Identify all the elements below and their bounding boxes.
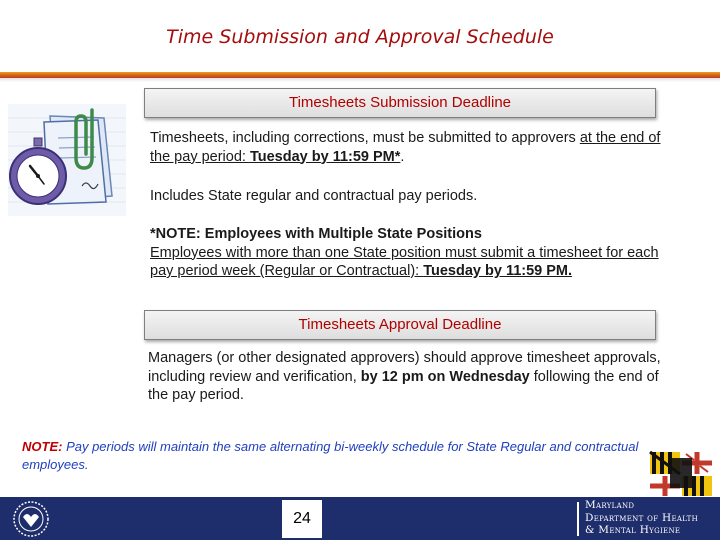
- submission-underlined-text: at the end of the pay period:: [150, 130, 661, 165]
- department-name: [585, 499, 719, 537]
- title-divider-shadow: [0, 78, 720, 82]
- submission-period: .: [400, 148, 405, 165]
- footnote-label: NOTE:: [22, 439, 63, 454]
- pay-periods-note: Includes State regular and contractual pay periods.: [150, 188, 478, 204]
- footnote: [22, 438, 642, 474]
- approval-paragraph: [148, 349, 668, 405]
- approval-deadline-time: by 12 pm on Wednesday: [360, 368, 530, 385]
- department-name-line-2: Department of Health: [585, 511, 698, 524]
- department-logo-divider: [577, 502, 579, 536]
- multiple-positions-heading: *NOTE: Employees with Multiple State Positions: [150, 226, 482, 242]
- submission-paragraph: [150, 129, 680, 166]
- multiple-positions-note: [150, 225, 670, 281]
- department-name-line-3: & Mental Hygiene: [585, 524, 681, 536]
- stopwatch-timesheet-icon: [8, 104, 126, 216]
- maryland-flag-logo: [648, 450, 714, 498]
- approval-text: Managers (or other designated approvers) should approve timesheet approvals, including review and verification,: [148, 350, 661, 385]
- hhs-seal-icon: [12, 500, 50, 538]
- page-number: 24: [282, 500, 322, 538]
- multiple-positions-text: Employees with more than one State position must submit a timesheet for each pay period week (Regular or Contractual):: [150, 244, 659, 279]
- submission-text: Timesheets, including corrections, must be submitted to approvers: [150, 130, 580, 146]
- submission-deadline-time: Tuesday by 11:59 PM*: [249, 148, 401, 165]
- multiple-positions-deadline: Tuesday by 11:59 PM.: [423, 263, 573, 279]
- approval-deadline-header: Timesheets Approval Deadline: [144, 310, 656, 340]
- department-name-line-1: Maryland: [585, 499, 635, 511]
- approval-text-end: following the end of the pay period.: [148, 368, 659, 403]
- submission-deadline-header: Timesheets Submission Deadline: [144, 88, 656, 118]
- footnote-text: Pay periods will maintain the same alternating bi-weekly schedule for State Regular and contractual employees.: [22, 439, 639, 472]
- page-title: Time Submission and Approval Schedule: [166, 26, 554, 48]
